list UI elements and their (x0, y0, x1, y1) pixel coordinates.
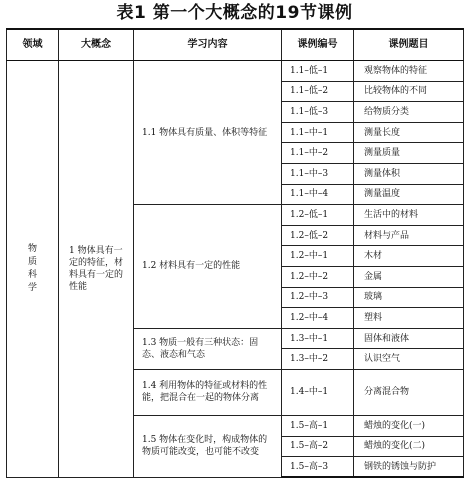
lesson-topic: 蜡烛的变化(二) (354, 436, 464, 457)
lesson-code: 1.1–中–2 (282, 143, 354, 164)
lesson-code: 1.3–中–2 (282, 349, 354, 370)
big-concept-cell: 1 物体具有一定的特征，材料具有一定的性能 (59, 61, 134, 478)
lesson-code: 1.2–中–3 (282, 287, 354, 308)
content-cell-1-2: 1.2 材料具有一定的性能 (134, 205, 282, 329)
header-learning-content: 学习内容 (134, 29, 282, 61)
lesson-code: 1.2–低–2 (282, 225, 354, 246)
lesson-code: 1.4–中–1 (282, 369, 354, 415)
lesson-code: 1.5–高–3 (282, 457, 354, 478)
lesson-topic: 玻璃 (354, 287, 464, 308)
lesson-topic: 比较物体的不同 (354, 81, 464, 102)
table-row (7, 61, 464, 82)
lesson-code: 1.1–低–2 (282, 81, 354, 102)
lesson-code: 1.1–中–1 (282, 122, 354, 143)
lesson-topic: 钢铁的锈蚀与防护 (354, 457, 464, 478)
lesson-code: 1.2–中–2 (282, 266, 354, 287)
lesson-topic: 测量温度 (354, 184, 464, 205)
lesson-code: 1.5–高–2 (282, 436, 354, 457)
lesson-topic: 木材 (354, 246, 464, 267)
area-cell (7, 61, 59, 478)
content-cell-1-5: 1.5 物体在变化时，构成物体的物质可能改变，也可能不改变 (134, 415, 282, 477)
lesson-code: 1.1–低–1 (282, 61, 354, 82)
lesson-topic: 观察物体的特征 (354, 61, 464, 82)
lesson-topic: 固体和液体 (354, 328, 464, 349)
lesson-code: 1.1–中–3 (282, 163, 354, 184)
lesson-topic: 测量体积 (354, 163, 464, 184)
content-cell-1-1: 1.1 物体具有质量、体积等特征 (134, 61, 282, 205)
table-header-row (7, 29, 464, 61)
lesson-code: 1.2–中–1 (282, 246, 354, 267)
area-label: 物质科学 (27, 243, 37, 293)
content-cell-1-4: 1.4 利用物体的特征或材料的性能，把混合在一起的物体分离 (134, 369, 282, 415)
header-big-concept: 大概念 (59, 29, 134, 61)
lesson-code: 1.2–低–1 (282, 205, 354, 226)
lesson-code: 1.1–中–4 (282, 184, 354, 205)
lesson-table (6, 28, 464, 478)
lesson-topic: 给物质分类 (354, 102, 464, 123)
lesson-code: 1.2–中–4 (282, 308, 354, 329)
lesson-topic: 材料与产品 (354, 225, 464, 246)
lesson-code: 1.3–中–1 (282, 328, 354, 349)
lesson-topic: 分离混合物 (354, 369, 464, 415)
header-lesson-code: 课例编号 (282, 29, 354, 61)
lesson-topic: 测量质量 (354, 143, 464, 164)
table-title: 表1 第一个大概念的19节课例 (116, 3, 353, 23)
lesson-topic: 认识空气 (354, 349, 464, 370)
header-area: 领域 (7, 29, 59, 61)
lesson-topic: 生活中的材料 (354, 205, 464, 226)
lesson-topic: 蜡烛的变化(一) (354, 415, 464, 436)
lesson-topic: 测量长度 (354, 122, 464, 143)
lesson-topic: 塑料 (354, 308, 464, 329)
lesson-code: 1.5–高–1 (282, 415, 354, 436)
content-cell-1-3: 1.3 物质一般有三种状态：固态、液态和气态 (134, 328, 282, 369)
lesson-topic: 金属 (354, 266, 464, 287)
header-lesson-topic: 课例题目 (354, 29, 464, 61)
lesson-code: 1.1–低–3 (282, 102, 354, 123)
